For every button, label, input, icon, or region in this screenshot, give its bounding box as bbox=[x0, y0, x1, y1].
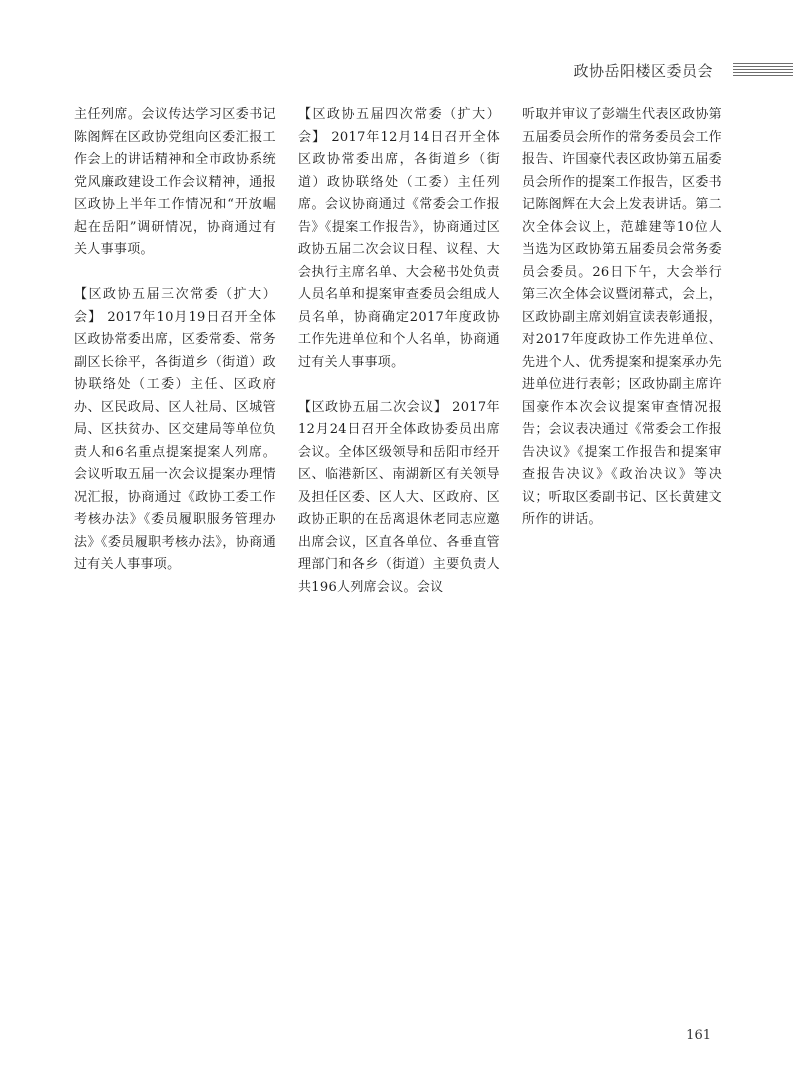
entry-heading: 【区政协五届四次常委（扩大）会】 bbox=[298, 107, 500, 145]
header-rule-lines bbox=[733, 63, 793, 78]
continued-paragraph: 主任列席。会议传达学习区委书记陈阁辉在区政协党组向区委汇报工作会上的讲话精神和全市政协系统党风廉政建设工作会议精神，通报区政协上半年工作情况和“开放崛起在岳阳”调研情况，协商通过有关人事事项。 bbox=[74, 107, 276, 257]
entry-heading: 【区政协五届三次常委（扩大）会】 bbox=[74, 287, 276, 325]
entry-body: 2017年12月14日召开全体区政协常委出席，各街道乡（街道）政协联络处（工委）主任列席。会议协商通过《常委会工作报告》《提案工作报告》，协商通过区政协五届二次会议日程、议程、大会执行主席名单、大会秘书处负责人员名单和提案审查委员会组成人员名单，协商确定2017年度政协工作先进单位和个人名单，协商通过有关人事事项。 bbox=[298, 129, 500, 370]
entry-second-session bbox=[298, 397, 500, 600]
entry-body: 2017年10月19日召开全体区政协常委出席，区委常委、常务副区长徐平，各街道乡（街道）政协联络处（工委）主任、区政府办、区民政局、区人社局、区城管局、区扶贫办、区交建局等单位负责人和6名重点提案提案人列席。会议听取五届一次会议提案办理情况汇报，协商通过《政协工委工作考核办法》《委员履职服务管理办法》《委员履职考核办法》，协商通过有关人事事项。 bbox=[74, 309, 276, 572]
entry-fourth-standing-committee bbox=[298, 104, 500, 374]
text-column-3 bbox=[522, 104, 722, 532]
continued-paragraph: 听取并审议了彭端生代表区政协第五届委员会所作的常务委员会工作报告、许国豪代表区政协第五届委员会所作的提案工作报告，区委书记陈阁辉在大会上发表讲话。第二次全体会议上，范雄建等10位人当选为区政协第五届委员会常务委员会委员。26日下午，大会举行第三次全体会议暨闭幕式，会上，区政协副主席刘娟宣读表彰通报，对2017年度政协工作先进单位、先进个人、优秀提案和提案承办先进单位进行表彰；区政协副主席许国豪作本次会议提案审查情况报告；会议表决通过《常委会工作报告决议》《提案工作报告和提案审查报告决议》《政治决议》等决议；听取区委副书记、区长黄建文所作的讲话。 bbox=[522, 107, 722, 527]
entry-body: 2017年12月24日召开全体政协委员出席会议。全体区级领导和岳阳市经开区、临港新区、南湖新区有关领导及担任区委、区人大、区政府、区政协正职的在岳离退休老同志应邀出席会议，区直各单位、各垂直管理部门和各乡（街道）主要负责人共196人列席会议。会议 bbox=[298, 399, 500, 595]
entry-heading: 【区政协五届二次会议】 bbox=[298, 399, 448, 415]
text-column-1 bbox=[74, 104, 276, 577]
text-column-2 bbox=[298, 104, 500, 599]
page-number: 161 bbox=[686, 1028, 711, 1043]
header-title: 政协岳阳楼区委员会 bbox=[573, 62, 713, 80]
running-header bbox=[0, 58, 793, 84]
entry-third-standing-committee bbox=[74, 284, 276, 577]
